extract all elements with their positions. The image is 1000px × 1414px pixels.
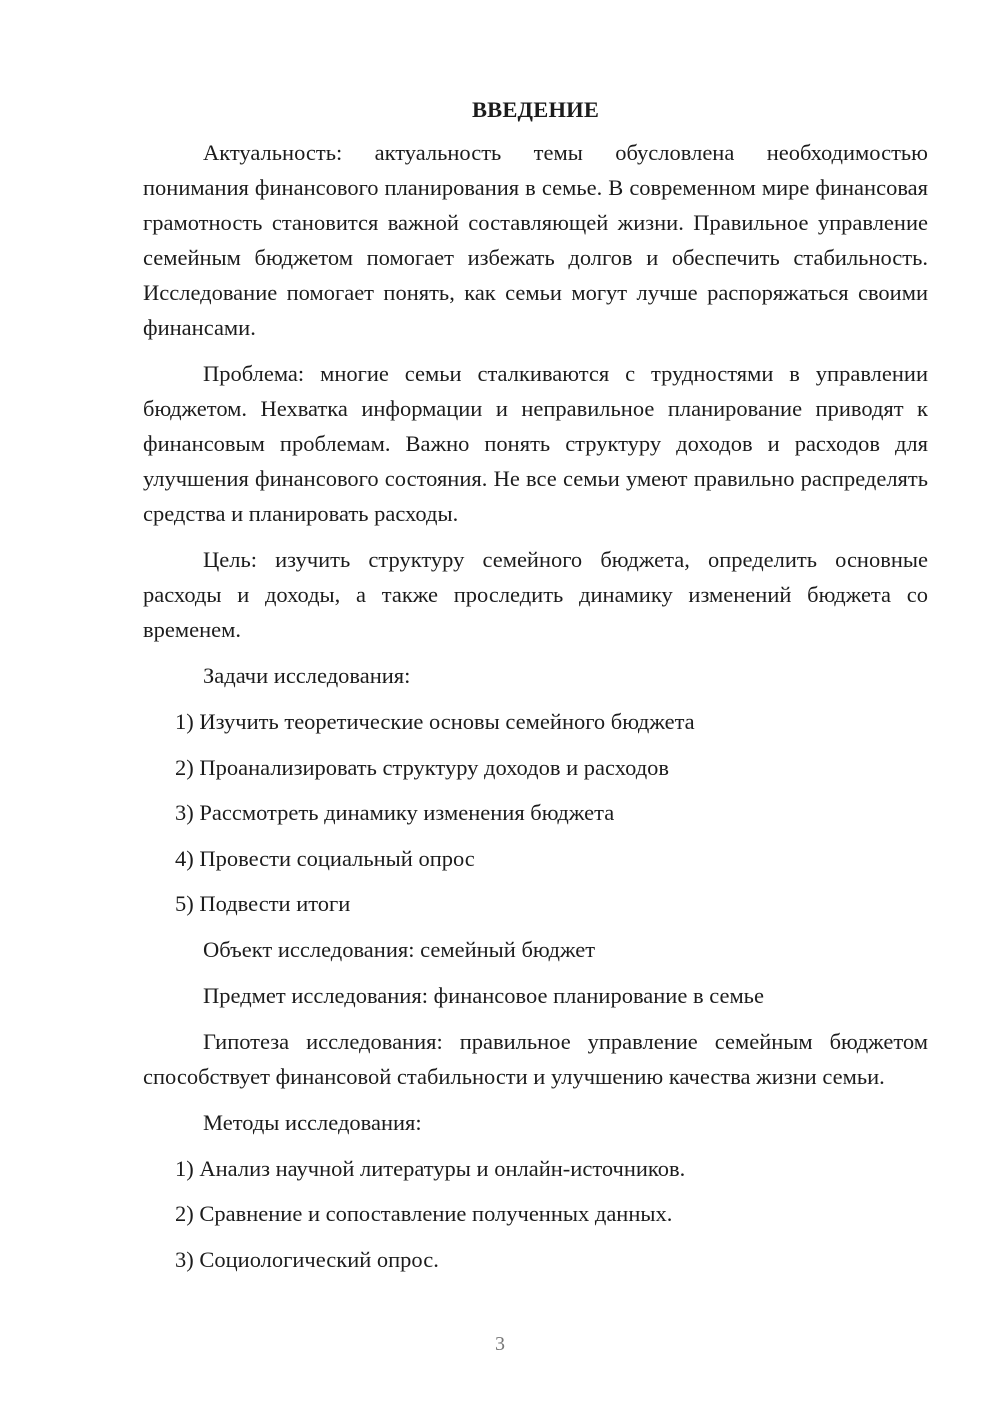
methods-heading: Методы исследования: [203,1109,422,1135]
page-number: 3 [495,1333,505,1355]
list-item: 3) Социологический опрос. [175,1246,439,1272]
list-item: 2) Проанализировать структуру доходов и расходов [175,754,670,780]
list-item: 4) Провести социальный опрос [175,845,475,871]
hypothesis-paragraph: Гипотеза исследования: правильное управление семейным бюджетом способствует финансовой стабильности и улучшению качества жизни семьи. [143,1028,928,1089]
goal-paragraph: Цель: изучить структуру семейного бюджета, определить основные расходы и доходы, а также проследить динамику изменений бюджета со временем. [143,547,928,642]
tasks-list [143,704,928,921]
document-body [143,92,928,1287]
page-title: ВВЕДЕНИЕ [471,97,600,122]
tasks-heading: Задачи исследования: [203,663,411,688]
list-item: 1) Анализ научной литературы и онлайн-источников. [175,1155,686,1181]
problem-paragraph: Проблема: многие семьи сталкиваются с трудностями в управлении бюджетом. Нехватка информации и неправильное планирование приводят к финансовым проблемам. Важно понять структуру доходов и расходов для улучшения финансового состояния. Не все семьи умеют правильно распределять средства и планировать расходы. [143,361,928,526]
list-item: 3) Рассмотреть динамику изменения бюджета [175,800,615,825]
relevance-paragraph: Актуальность: актуальность темы обусловлена необходимостью понимания финансового планирования в семье. В современном мире финансовая грамотность становится важной составляющей жизни. Правильное управление семейным бюджетом помогает избежать долгов и обеспечить стабильность. Исследование помогает понять, как семьи могут лучше распоряжаться своими финансами. [143,140,928,340]
methods-list [143,1151,928,1277]
list-item: 1) Изучить теоретические основы семейного бюджета [175,709,695,734]
list-item: 5) Подвести итоги [175,891,351,916]
subject-line: Предмет исследования: финансовое планирование в семье [203,982,764,1008]
object-line: Объект исследования: семейный бюджет [203,936,596,962]
list-item: 2) Сравнение и сопоставление полученных данных. [175,1201,673,1226]
